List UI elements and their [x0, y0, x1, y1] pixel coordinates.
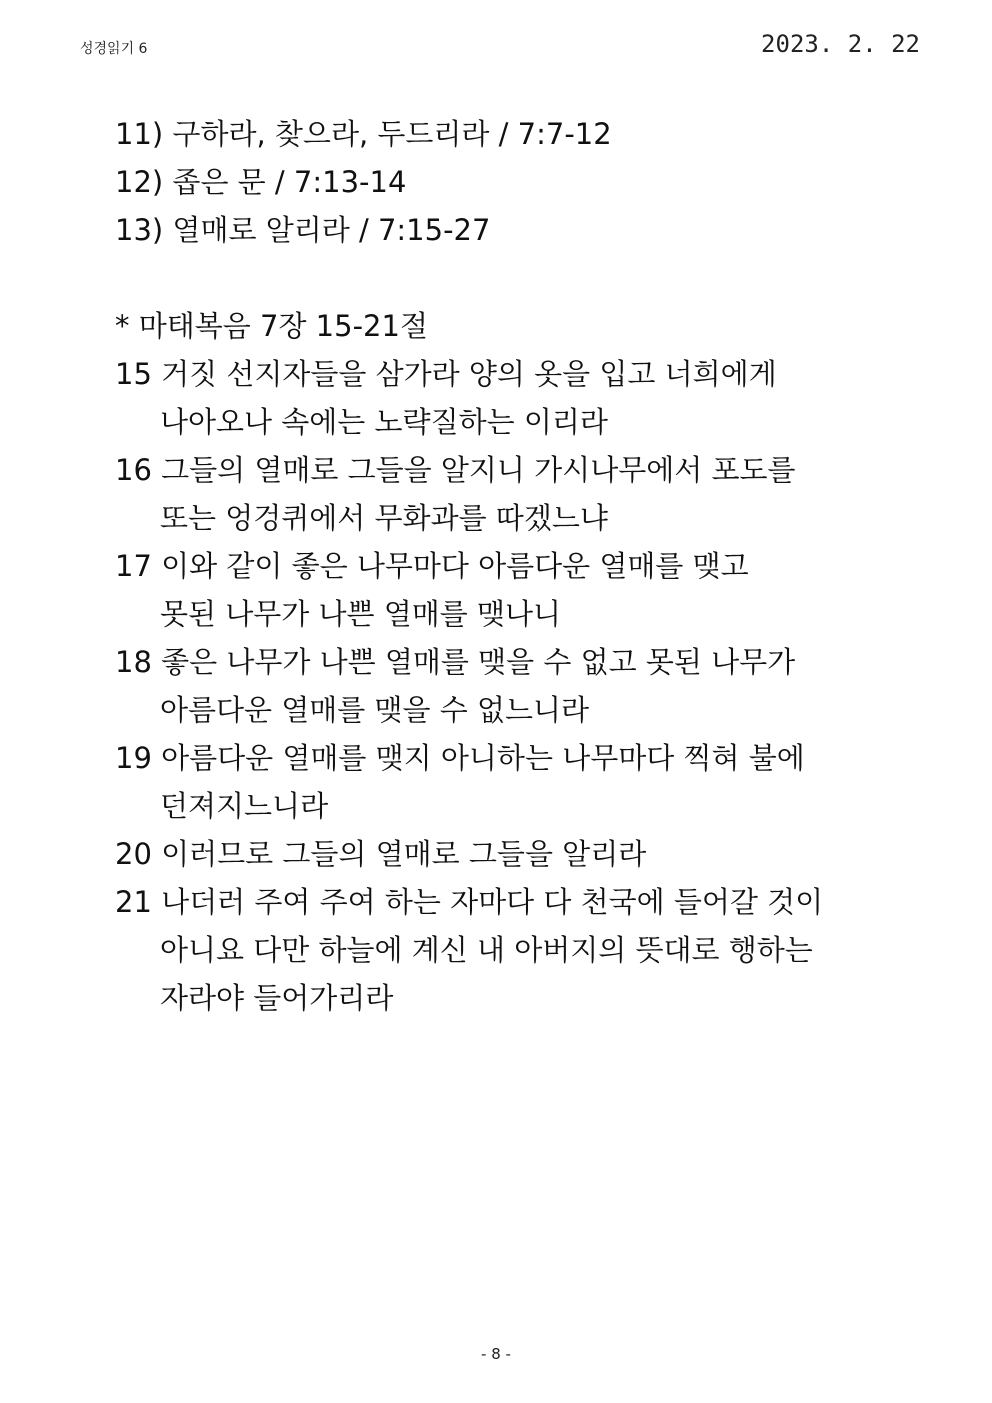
verse-15-line-2: 나아오나 속에는 노략질하는 이리라 — [160, 405, 608, 439]
verse-19-line-1: 19 아름다운 열매를 맺지 아니하는 나무마다 찍혀 불에 — [115, 741, 805, 775]
outline-item: 11) 구하라, 찾으라, 두드리라 / 7:7-12 — [115, 117, 612, 151]
outline-item: 13) 열매로 알리라 / 7:15-27 — [115, 213, 491, 247]
verse-16-line-1: 16 그들의 열매로 그들을 알지니 가시나무에서 포도를 — [115, 453, 796, 487]
verse-17-line-2: 못된 나무가 나쁜 열매를 맺나니 — [160, 597, 562, 631]
document-header-date: 2023. 2. 22 — [761, 30, 920, 58]
verse-15-line-1: 15 거짓 선지자들을 삼가라 양의 옷을 입고 너희에게 — [115, 357, 777, 391]
verse-17-line-1: 17 이와 같이 좋은 나무마다 아름다운 열매를 맺고 — [115, 549, 749, 583]
spacer — [115, 254, 915, 302]
verse-21-line-2: 아니요 다만 하늘에 계신 내 아버지의 뜻대로 행하는 — [160, 933, 813, 967]
verse-18-line-1: 18 좋은 나무가 나쁜 열매를 맺을 수 없고 못된 나무가 — [115, 645, 796, 679]
verse-21-line-3: 자라야 들어가리라 — [160, 981, 394, 1015]
verse-20-line-1: 20 이러므로 그들의 열매로 그들을 알리라 — [115, 837, 647, 871]
page-content — [115, 110, 915, 1022]
verse-21-line-1: 21 나더러 주여 주여 하는 자마다 다 천국에 들어갈 것이 — [115, 885, 824, 919]
document-header-title: 성경읽기 6 — [80, 41, 148, 57]
page-number: - 8 - — [481, 1345, 511, 1363]
outline-item: 12) 좁은 문 / 7:13-14 — [115, 165, 407, 199]
verse-18-line-2: 아름다운 열매를 맺을 수 없느니라 — [160, 693, 590, 727]
verse-16-line-2: 또는 엉겅퀴에서 무화과를 따겠느냐 — [160, 501, 608, 535]
passage-title: * 마태복음 7장 15-21절 — [115, 309, 428, 343]
verse-19-line-2: 던져지느니라 — [160, 789, 329, 823]
